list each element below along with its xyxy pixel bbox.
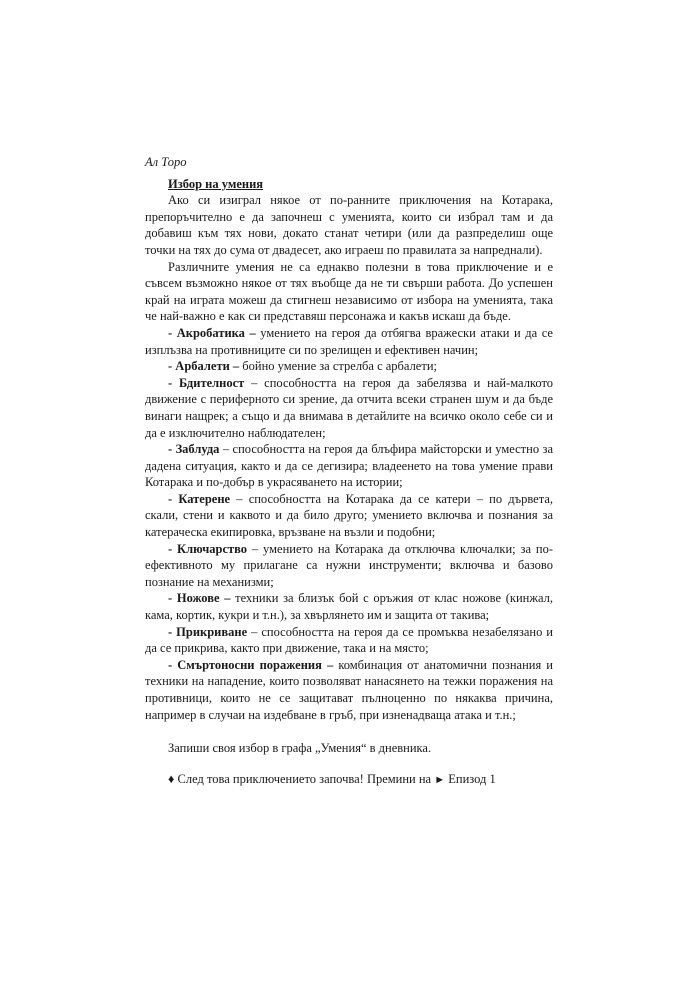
skill-description: бойно умение за стрелба с арбалети;: [239, 359, 437, 374]
skill-item-deception: [145, 441, 553, 491]
episode-link[interactable]: Епизод 1: [445, 771, 496, 786]
skill-item-knives: [145, 590, 553, 623]
skill-description: техники за близък бой с оръжия от клас ножове (кинжал, кама, кортик, кукри и т.н.), за хвърлянето им и защита от такива;: [145, 591, 553, 623]
skill-description: – способността на Котарака да се катери – по дървета, скали, стени и каквото и да било друго; умението включва и познания за катераческа екипировка, връзване на възли и подобни;: [145, 491, 553, 540]
skill-description: комбинация от анатомични познания и техники на нападение, които позволяват нанасянето на тежки поражения на противници, които не се защитават пълноценно по някаква причина, например в случаи на издебване в гръб, при изненадваща атака и т.н.;: [145, 657, 553, 722]
skill-name: - Ножове –: [168, 591, 231, 606]
skill-item-deadly-strikes: [145, 657, 553, 723]
spacer: [145, 723, 553, 740]
skill-item-acrobatics: [145, 325, 553, 358]
document-page: [145, 154, 553, 788]
spacer: [145, 757, 553, 771]
skill-name: - Прикриване: [168, 624, 248, 639]
skill-item-stealth: [145, 624, 553, 657]
skill-item-climbing: [145, 491, 553, 541]
skill-item-lockpicking: [145, 541, 553, 591]
skill-description: умението на героя да отбягва вражески атаки и да се изплъзва на противниците си по зрелищен и ефективен начин;: [145, 325, 553, 357]
skill-description: – способността на героя да забелязва и най-малкото движение с периферното си зрение, да отчита всеки странен шум и да бъде винаги нащрек; а също и да внимава в детайлите на всичко около себе си и да е изключително наблюдателен;: [145, 375, 554, 440]
intro-paragraph-1: Ако си изиграл някое от по-ранните приключения на Котарака, препоръчително е да започнеш с уменията, които си избрал там и да добавиш към тях нови, докато станат четири (или да разпределиш още точки на тях до сума от двадесет, ако играеш по правилата за напреднали).: [145, 193, 553, 257]
skill-description: – умението на Котарака да отключва ключалки; за по-ефективното му прилагане са нужни инструменти; включва и базово познание на механизми;: [145, 541, 553, 589]
skill-name: - Бдителност: [168, 375, 245, 390]
intro-paragraph-2: Различните умения не са еднакво полезни в това приключение и е съвсем възможно някое от тях въобще да не ти свърши работа. До успешен край на играта можеш да стигнеш независимо от избора на уменията, така че най-важно е как си представяш персонажа и какъв искаш да бъде.: [145, 259, 553, 324]
author-header: Ал Торо: [145, 155, 187, 169]
skill-name: - Заблуда: [168, 442, 220, 457]
skill-description: – способността на героя да се промъква незабелязано и да се прикрива, както при движение, така и на място;: [145, 624, 553, 656]
skill-name: - Ключарство: [168, 541, 248, 556]
skill-item-crossbows: [145, 358, 553, 375]
continue-line: [145, 771, 553, 789]
continue-text: ♦ След това приключението започва! Премини на: [168, 771, 435, 786]
section-title: Избор на умения: [168, 176, 264, 191]
journal-note: Запиши своя избор в графа „Умения“ в дневника.: [168, 741, 432, 756]
skill-name: - Акробатика –: [168, 325, 256, 340]
skill-name: - Арбалети –: [168, 359, 240, 374]
skill-item-vigilance: [145, 375, 553, 441]
skill-name: - Катерене: [168, 491, 231, 506]
skill-name: - Смъртоносни поражения –: [168, 657, 334, 672]
arrow-right-icon: ►: [434, 773, 446, 786]
skill-description: – способността на героя да блъфира майсторски и уместно за дадена ситуация, както и да се дегизира; владеенето на това умение прави Котарака и по-добър в украсяването на истории;: [145, 442, 553, 490]
